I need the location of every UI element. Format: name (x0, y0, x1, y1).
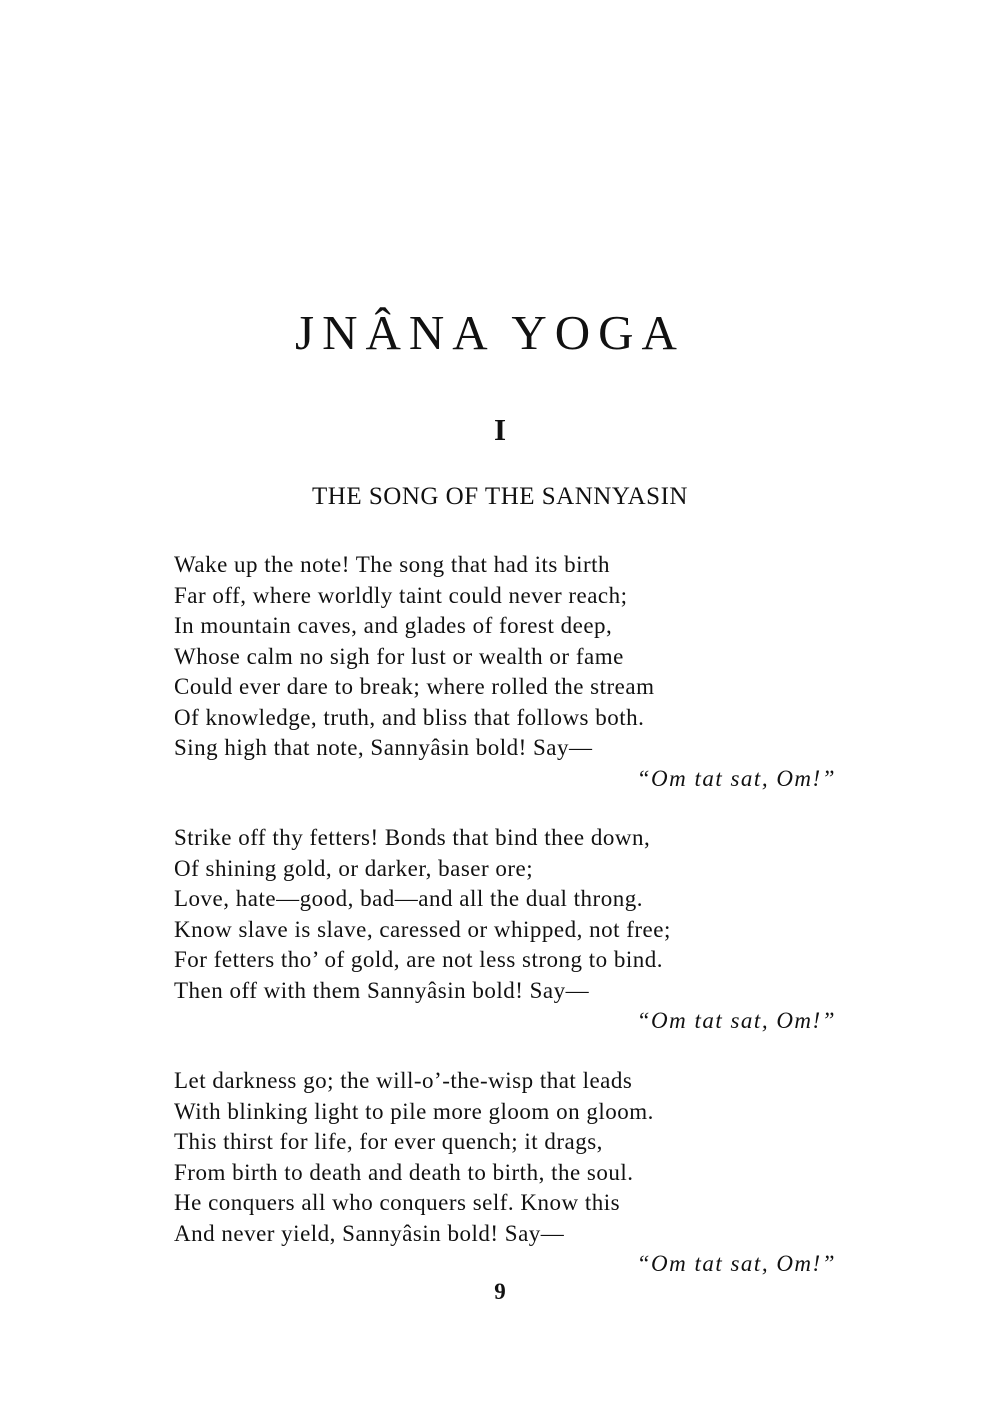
poem-line: Strike off thy fetters! Bonds that bind thee down, (174, 825, 651, 850)
page-number: 9 (494, 1279, 506, 1304)
book-title: JNÂNA YOGA (295, 305, 685, 360)
chapter-number: I (493, 412, 507, 447)
chapter-title: THE SONG OF THE SANNYASIN (312, 483, 688, 510)
poem-line: Of shining gold, or darker, baser ore; (174, 855, 534, 881)
poem-line: With blinking light to pile more gloom on gloom. (174, 1098, 654, 1124)
poem-line: Could ever dare to break; where rolled the stream (174, 674, 655, 699)
stanza-1 (174, 550, 844, 794)
poem-line: For fetters tho’ of gold, are not less strong to bind. (174, 947, 664, 972)
poem-line: Whose calm no sigh for lust or wealth or fame (174, 643, 624, 669)
poem-line: Love, hate—good, bad—and all the dual throng. (174, 886, 643, 911)
refrain: “Om tat sat, Om!” (636, 1251, 836, 1276)
poem-line: From birth to death and death to birth, the soul. (174, 1159, 634, 1185)
poem-line: Sing high that note, Sannyâsin bold! Say— (174, 735, 593, 760)
poem-line: Of knowledge, truth, and bliss that follows both. (174, 704, 645, 730)
poem-line: Let darkness go; the will-o’-the-wisp that leads (174, 1068, 633, 1093)
poem-line: Then off with them Sannyâsin bold! Say— (174, 977, 590, 1003)
refrain: “Om tat sat, Om!” (636, 765, 836, 791)
poem-line: Know slave is slave, caressed or whipped, not free; (174, 916, 671, 942)
refrain: “Om tat sat, Om!” (636, 1008, 836, 1033)
poem-line: Far off, where worldly taint could never reach; (174, 582, 628, 608)
poem-line: In mountain caves, and glades of forest deep, (174, 613, 613, 638)
poem-line: And never yield, Sannyâsin bold! Say— (174, 1220, 565, 1246)
poem-line: This thirst for life, for ever quench; it drags, (174, 1129, 603, 1154)
poem-line: Wake up the note! The song that had its birth (174, 552, 611, 577)
stanza-2 (174, 823, 844, 1037)
stanza-3 (174, 1066, 844, 1280)
poem-line: He conquers all who conquers self. Know this (174, 1190, 621, 1215)
